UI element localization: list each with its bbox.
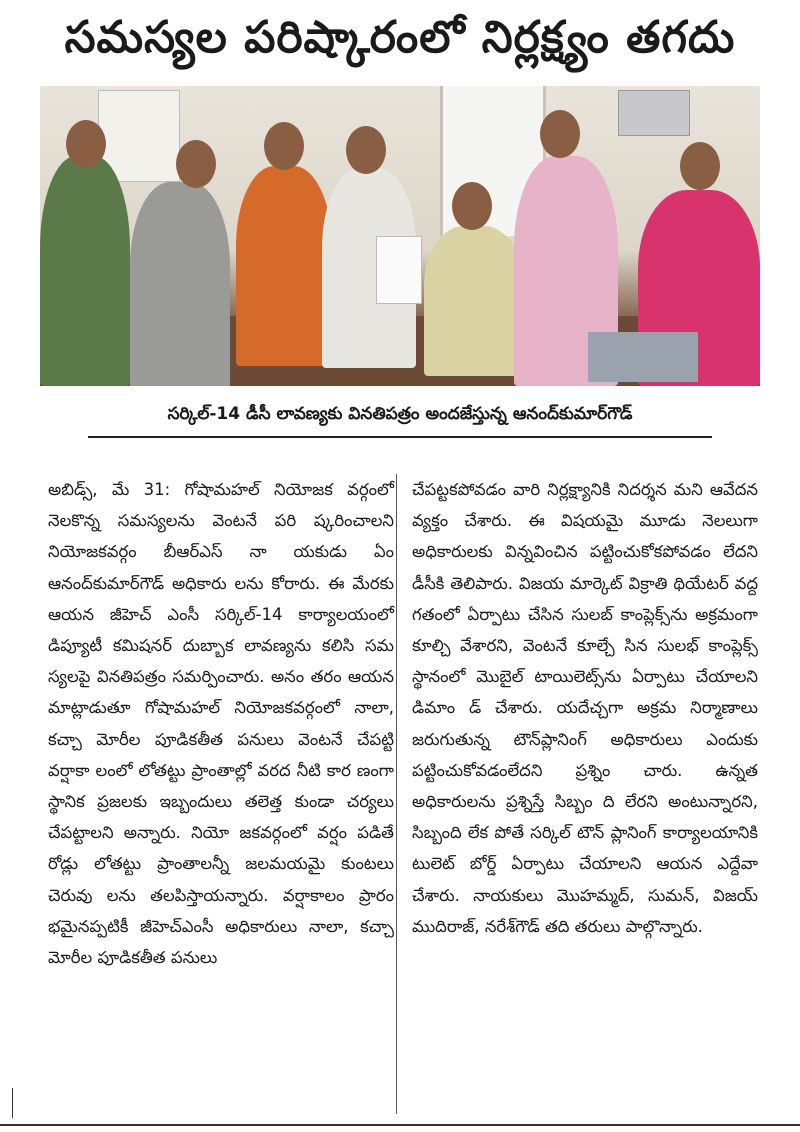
petition-paper bbox=[376, 236, 422, 304]
person-7-head bbox=[680, 142, 720, 190]
news-photo bbox=[40, 86, 760, 386]
article-column-left: అబిడ్స్‌, మే 31: గోషామహల్‌ నియోజక వర్గంలో నెలకొన్న సమస్యలను వెంటనే పరి ష్కరించాలని నియోజకవర్గం బీఆర్‌ఎస్‌ నా యకుడు ఏం ఆనంద్‌కుమార్‌గౌడ్‌ అధికారు లను కోరారు. ఈ మేరకు ఆయన జీహెచ్‌ ఎంసీ సర్కిల్‌-14 కార్యాలయంలో డిప్యూటీ కమిషనర్‌ దుబ్బాక లావణ్యను కలిసి సమ స్యలపై వినతిపత్రం సమర్పించారు. అనం తరం ఆయన మాట్లాడుతూ గోషామహల్‌ నియోజకవర్గంలో నాలా, కచ్చా మోరీల పూడికతీత పనులు వెంటనే చేపట్టి వర్షాకా లంలో లోతట్టు ప్రాంతాల్లో వరద నీటి కార ణంగా స్థానిక ప్రజలకు ఇబ్బందులు తలెత్త కుండా చర్యలు చేపట్టాలని అన్నారు. నియో జకవర్గంలో వర్షం పడితే రోడ్లు లోతట్టు ప్రాంతాలన్నీ జలమయమై కుంటలు చెరువు లను తలపిస్తాయన్నారు. వర్షాకాలం ప్రారం భమైనప్పటికీ జీహెచ్‌ఎంసీ అధికారులు నాలా, కచ్చా మోరీల పూడికతీత పనులు bbox=[48, 480, 394, 968]
person-3 bbox=[236, 166, 332, 366]
photo-caption: సర్కిల్‌-14 డీసీ లావణ్యకు వినతిపత్రం అందజేస్తున్న ఆనంద్‌కుమార్‌గౌడ్‌ bbox=[167, 404, 633, 424]
person-1 bbox=[40, 156, 130, 386]
person-2-head bbox=[176, 140, 216, 188]
person-2 bbox=[130, 182, 230, 386]
person-3-head bbox=[264, 122, 304, 170]
person-5-head bbox=[452, 182, 492, 230]
person-5 bbox=[424, 226, 524, 376]
person-6-head bbox=[540, 110, 580, 158]
person-4-head bbox=[346, 126, 386, 174]
page-edge-line bbox=[12, 1088, 13, 1118]
bottom-rule bbox=[0, 1124, 800, 1126]
laptop bbox=[588, 332, 698, 382]
page-headline: సమస్యల పరిష్కారంలో నిర్లక్ష్యం తగదు bbox=[64, 12, 736, 63]
column-divider bbox=[396, 474, 397, 1114]
caption-rule bbox=[88, 436, 712, 438]
person-1-head bbox=[66, 120, 106, 168]
article-column-right: చేపట్టకపోవడం వారి నిర్లక్ష్యానికి నిదర్శన మని ఆవేదన వ్యక్తం చేశారు. ఈ విషయమై మూడు నెలలుగా అధికారులకు విన్నవించిన పట్టించుకోకపోవడం లేదని డీసీకి తెలిపారు. విజయ మార్కెట్‌ విక్రాతి థియేటర్‌ వద్ద గతంలో ఏర్పాటు చేసిన సులబ్‌ కాంప్లెక్స్‌ను అక్రమంగా కూల్చి వేశారని, వెంటనే కూల్చే సిన సులభ్‌ కాంప్లెక్స్‌ స్థానంలో మొబైల్‌ టాయిలెట్స్‌ను ఏర్పాటు చేయాలని డిమాం డ్‌ చేశారు. యదేచ్చగా అక్రమ నిర్మాణాలు జరుగుతున్న టౌన్‌ప్లానింగ్‌ అధికారులు ఎందుకు పట్టించుకోవడంలేదని ప్రశ్నిం చారు. ఉన్నత అధికారులను ప్రశ్నిస్తే సిబ్బం ది లేరని అంటున్నారని, సిబ్బంది లేక పోతే సర్కిల్‌ టౌన్‌ ప్లానింగ్‌ కార్యాలయానికి టులెట్‌ బోర్డ్‌ ఏర్పాటు చేయాలని ఆయన ఎద్దేవా చేశారు. నాయకులు మొహమ్మద్‌, సుమన్‌, విజయ్‌ ముదిరాజ్‌, నరేశ్‌గౌడ్‌ తది తరులు పాల్గొన్నారు. bbox=[412, 480, 758, 936]
wall-calendar bbox=[618, 90, 690, 136]
